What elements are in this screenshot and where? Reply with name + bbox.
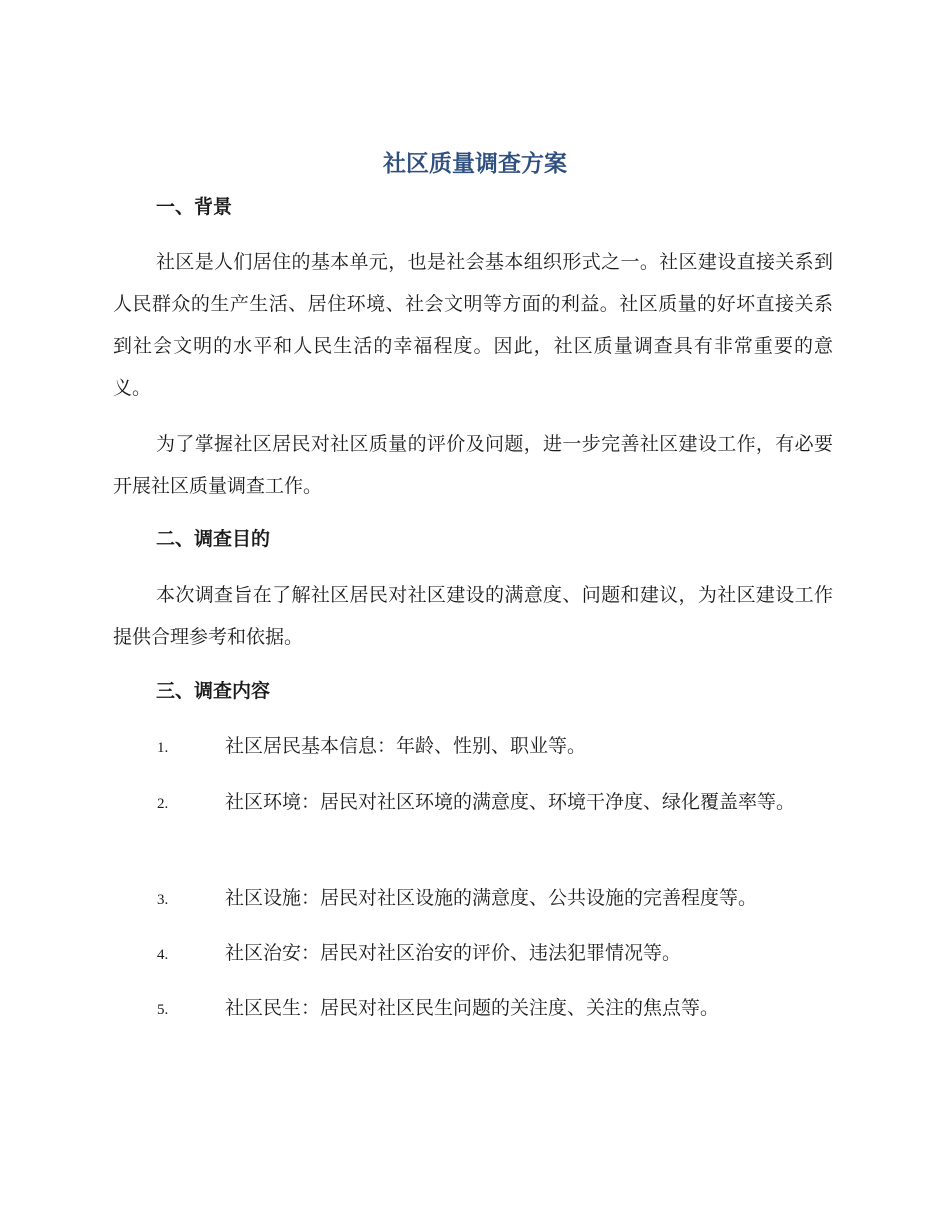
- section-heading-background: 一、背景: [156, 196, 233, 218]
- list-item-number: 1.: [157, 740, 169, 756]
- document-title: 社区质量调查方案: [383, 151, 567, 177]
- list-item-number: 3.: [157, 892, 169, 908]
- paragraph-purpose: 本次调查旨在了解社区居民对社区建设的满意度、问题和建议，为社区建设工作提供合理参考和依据。: [113, 584, 833, 648]
- list-item: [113, 877, 833, 921]
- list-item: [113, 725, 833, 769]
- list-item: [113, 987, 833, 1031]
- paragraph-background-2: 为了掌握社区居民对社区质量的评价及问题，进一步完善社区建设工作，有必要开展社区质量调查工作。: [113, 433, 833, 497]
- section-heading-content: 三、调查内容: [156, 680, 271, 702]
- list-item-number: 4.: [157, 947, 169, 963]
- list-item-text: 社区居民基本信息：年龄、性别、职业等。: [225, 735, 587, 757]
- list-item: [113, 932, 833, 976]
- list-item-number: 5.: [157, 1002, 169, 1018]
- paragraph-background-1: 社区是人们居住的基本单元，也是社会基本组织形式之一。社区建设直接关系到人民群众的生产生活、居住环境、社会文明等方面的利益。社区质量的好坏直接关系到社会文明的水平和人民生活的幸福程度。因此，社区质量调查具有非常重要的意义。: [113, 251, 833, 399]
- list-item-text: 社区民生：居民对社区民生问题的关注度、关注的焦点等。: [225, 997, 720, 1019]
- list-item-text: 社区治安：居民对社区治安的评价、违法犯罪情况等。: [225, 942, 682, 964]
- list-item-text: 社区环境：居民对社区环境的满意度、环境干净度、绿化覆盖率等。: [225, 791, 796, 813]
- section-heading-purpose: 二、调查目的: [156, 528, 271, 550]
- list-item-text: 社区设施：居民对社区设施的满意度、公共设施的完善程度等。: [225, 887, 758, 909]
- list-item: [113, 781, 833, 825]
- list-item-number: 2.: [157, 796, 169, 812]
